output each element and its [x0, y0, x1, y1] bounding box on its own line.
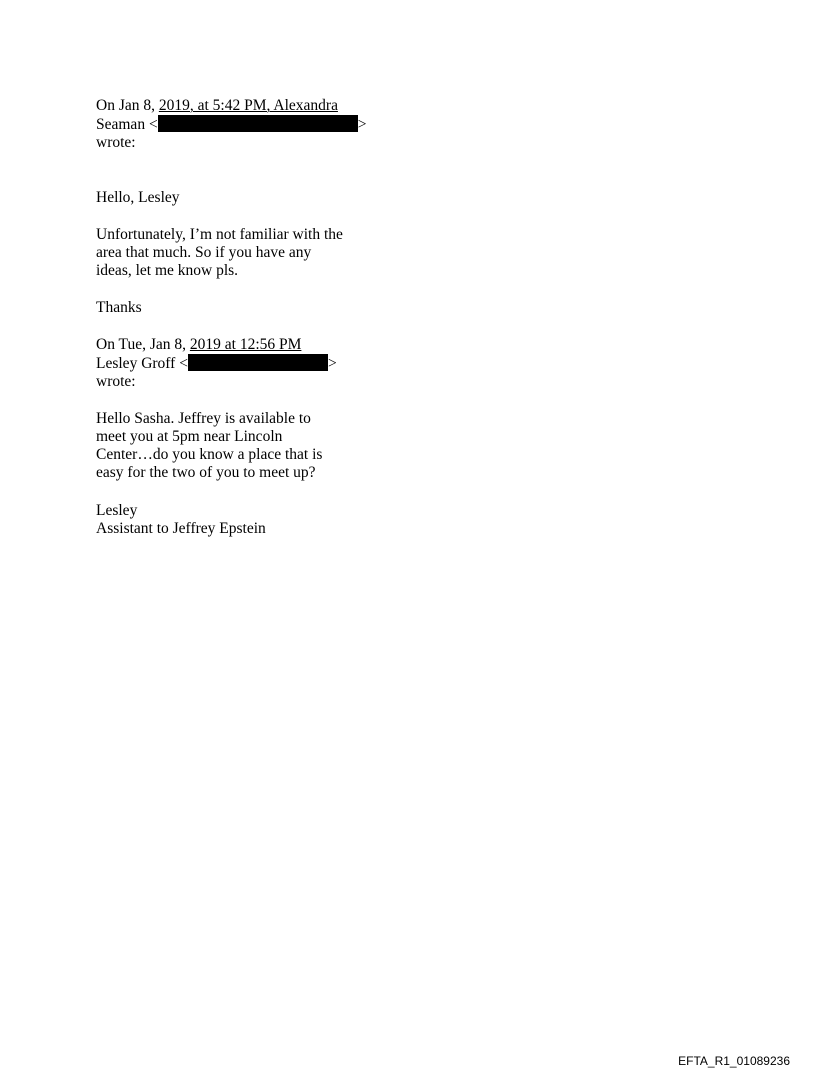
- quote1-header-line1: [96, 97, 396, 115]
- quote2-date-time: 2019 at 12:56 PM: [189, 336, 302, 353]
- quote2-body-line: meet you at 5pm near Lincoln: [96, 428, 283, 445]
- quote1-signoff: [96, 299, 396, 317]
- quote2-sender-name: Lesley Groff <: [96, 355, 188, 372]
- quote1-body: [96, 226, 396, 280]
- redaction-block: [188, 354, 328, 371]
- quote1-date-prefix: On Jan 8,: [96, 97, 155, 114]
- quote2-signature: [96, 502, 396, 538]
- quote1-greeting: [96, 189, 396, 207]
- quote1-body-line: area that much. So if you have any: [96, 244, 312, 261]
- quote2-body-line: Hello Sasha. Jeffrey is available to: [96, 410, 311, 427]
- bates-number: EFTA_R1_01089236: [678, 1054, 790, 1068]
- quote2-body: [96, 410, 396, 482]
- quote2-email-close: >: [327, 355, 337, 372]
- quote1-signoff-text: Thanks: [96, 299, 142, 316]
- quote2-date-prefix: On Tue, Jan 8,: [96, 336, 187, 353]
- quote2-body-line: Center…do you know a place that is: [96, 446, 323, 463]
- quote1-body-line: Unfortunately, I’m not familiar with the: [96, 226, 343, 243]
- quote1-header: [96, 97, 396, 152]
- quote2-body-line: easy for the two of you to meet up?: [96, 464, 316, 481]
- quote1-body-line: ideas, let me know pls.: [96, 262, 239, 279]
- quote1-email-close: >: [357, 116, 367, 133]
- quote1-wrote-label: wrote:: [96, 134, 136, 151]
- quote1-header-line2: [96, 115, 396, 134]
- signature-title: Assistant to Jeffrey Epstein: [96, 520, 266, 537]
- quote2-header-line1: [96, 336, 396, 354]
- quote2-header: [96, 336, 396, 391]
- quote2-header-line2: [96, 354, 396, 373]
- quote1-sender-name: Seaman <: [96, 116, 158, 133]
- quote1-date-sender: 2019, at 5:42 PM, Alexandra: [158, 97, 338, 114]
- quote1-greeting-text: Hello, Lesley: [96, 189, 180, 206]
- redaction-block: [158, 115, 358, 132]
- quote2-wrote-label: wrote:: [96, 373, 136, 390]
- signature-name: Lesley: [96, 502, 138, 519]
